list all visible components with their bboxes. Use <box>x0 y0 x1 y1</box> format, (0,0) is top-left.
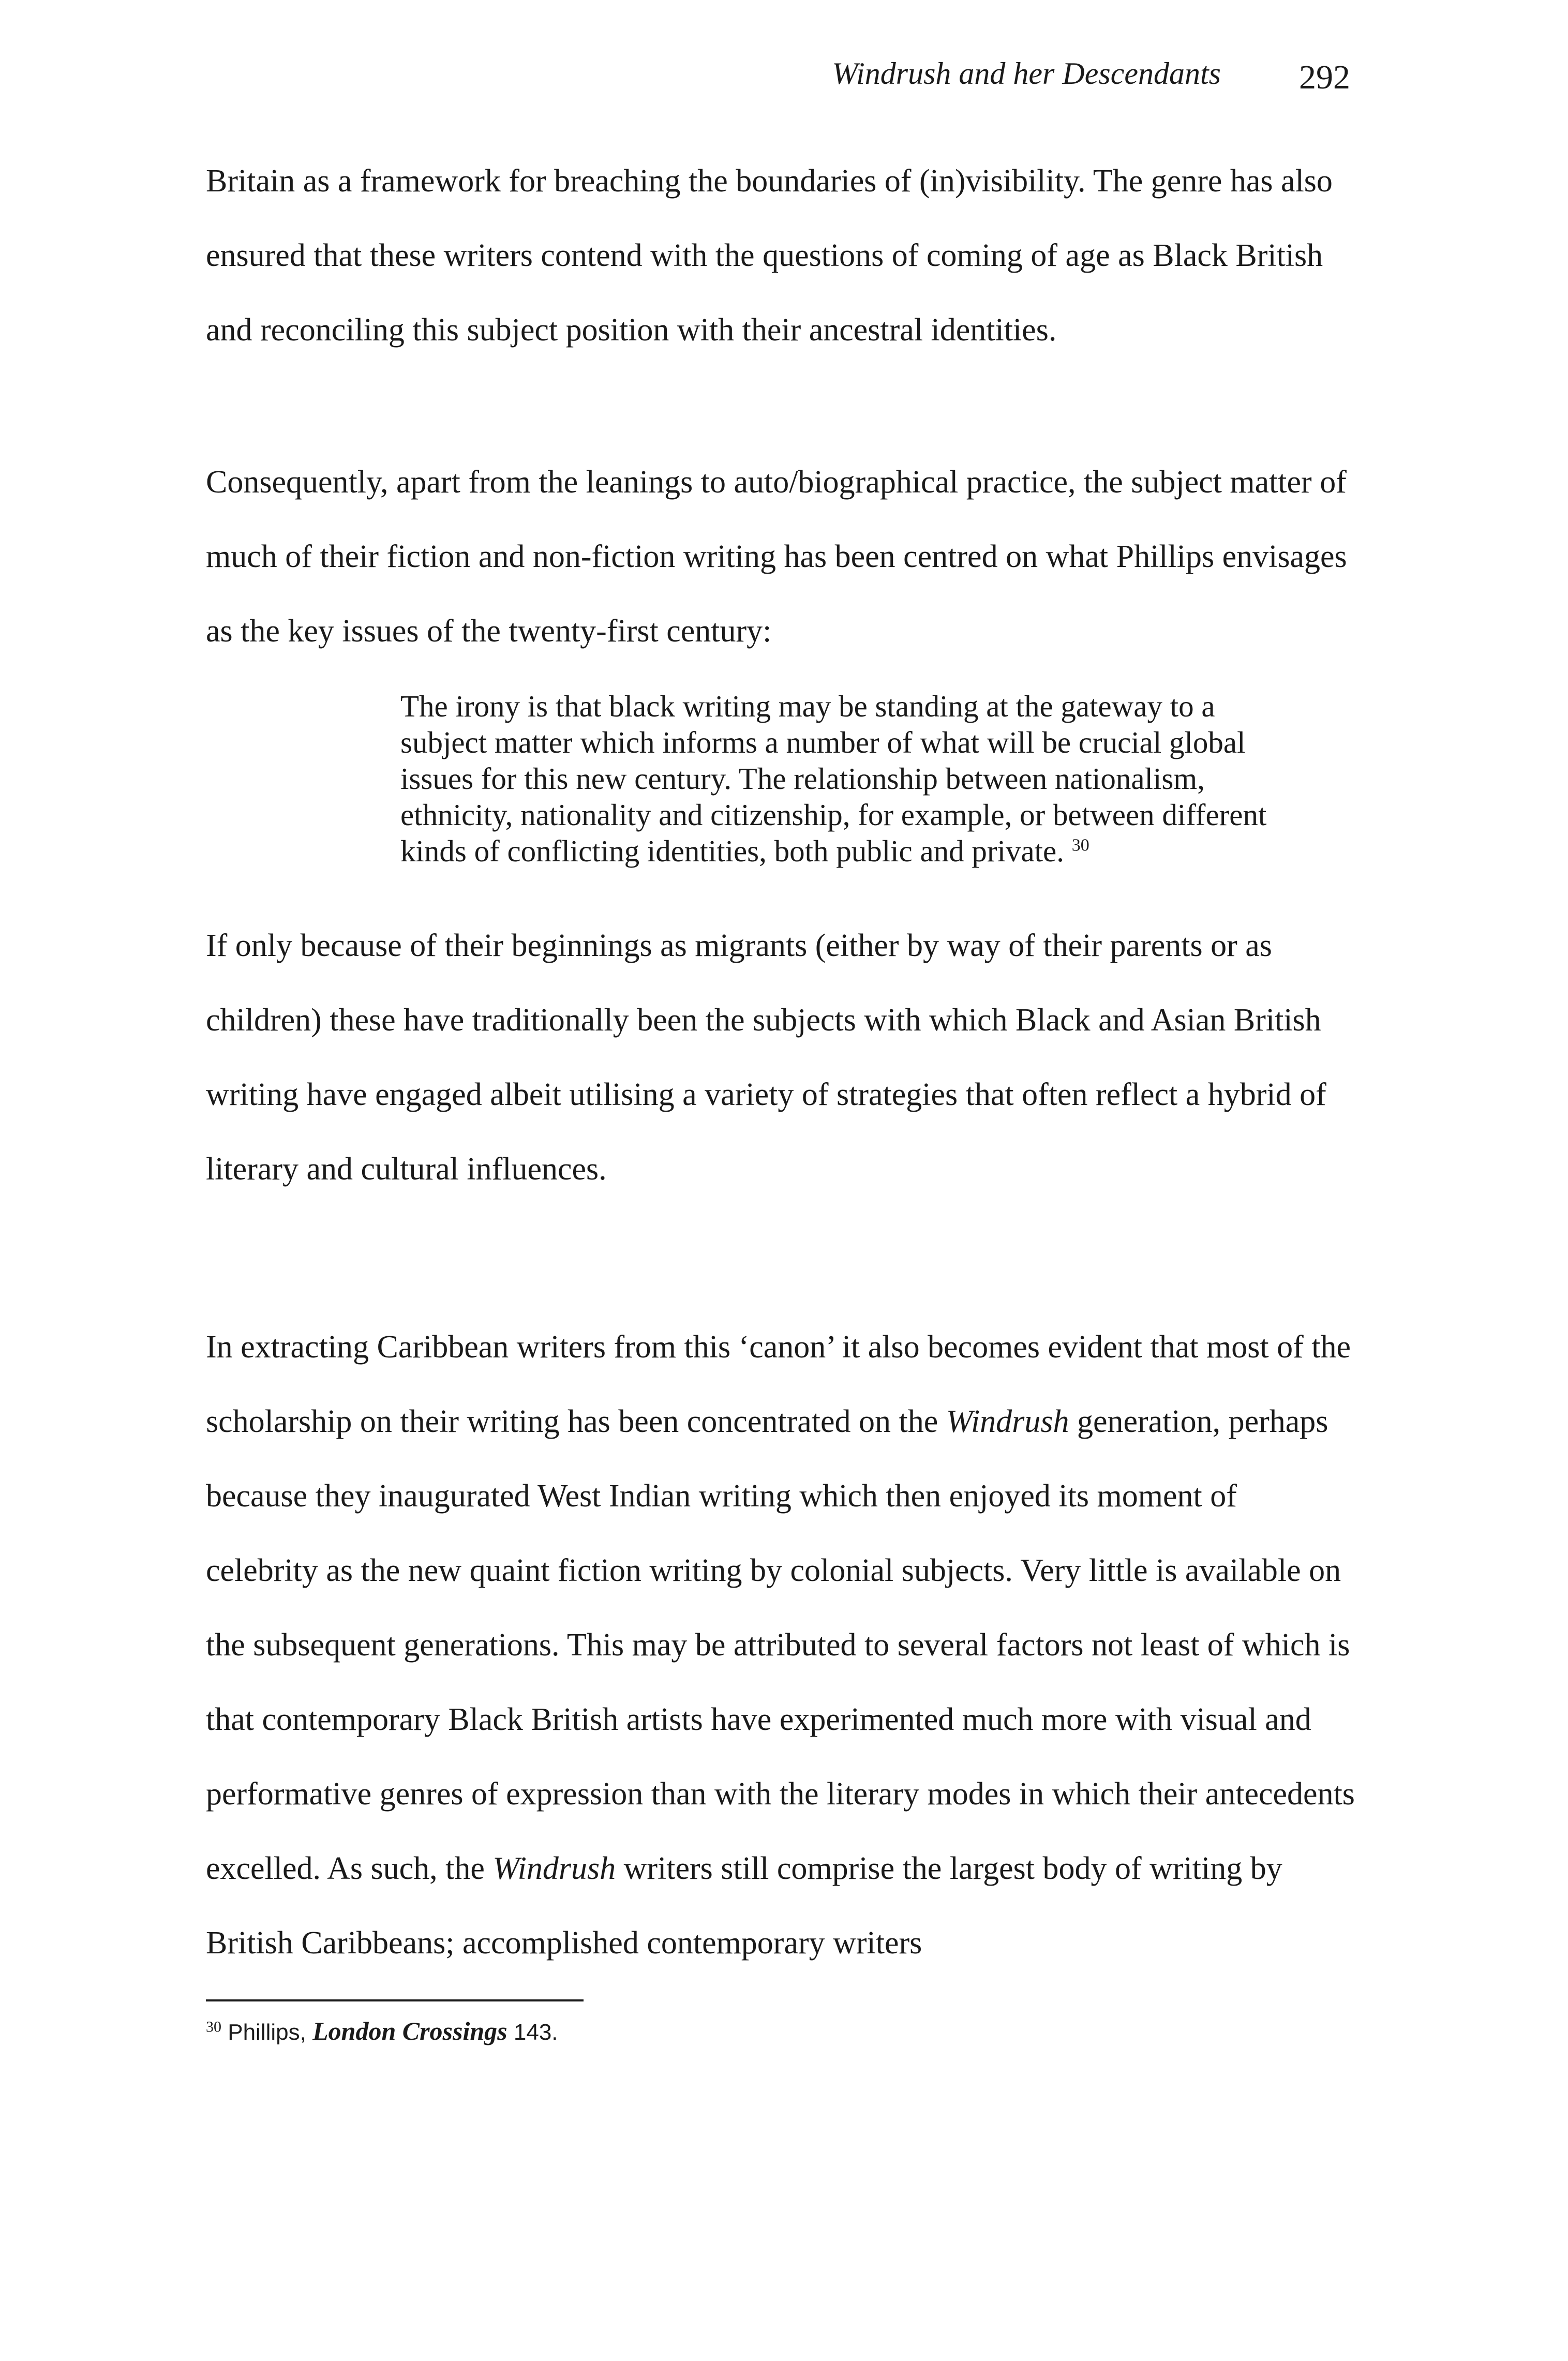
footnote-author: Phillips, <box>228 2020 306 2045</box>
italic-title-windrush-2: Windrush <box>492 1851 616 1886</box>
running-title: Windrush and her Descendants <box>832 56 1221 91</box>
footnote-reference: 30 <box>1071 835 1089 855</box>
paragraph-4-part-1: In extracting Caribbean writers from this ‘canon’ it also becomes evident that most of the scholarship on their writing has been concentrated on the <box>206 1329 1351 1439</box>
footnote-page: 143. <box>513 2020 558 2045</box>
paragraph-4-part-2: generation, perhaps because they inaugurated West Indian writing which then enjoyed its moment of celebrity as the new quaint fiction writing by colonial subjects. Very little is available on the subsequent generations. This may be attributed to several factors not least of which is that contemporary Black British artists have experimented much more with visual and performative genres of expression than with the literary modes in which their antecedents excelled. As such, the <box>206 1404 1355 1886</box>
paragraph-4-part-3: writers still comprise the largest body of writing by British Caribbeans; accomplished contemporary writers <box>206 1851 1282 1961</box>
footnote-title: London Crossings <box>312 2016 507 2045</box>
paragraph-2: Consequently, apart from the leanings to auto/biographical practice, the subject matter of much of their fiction and non-fiction writing has been centred on what Phillips envisages as the key issues of the twenty-first century: <box>206 465 1347 649</box>
footnote <box>206 2015 1137 2048</box>
body-text <box>206 144 1357 1980</box>
paragraph-3: If only because of their beginnings as migrants (either by way of their parents or as children) these have traditionally been the subjects with which Black and Asian British writing have engaged albeit utilising a variety of strategies that often reflect a hybrid of literary and cultural influences. <box>206 928 1326 1187</box>
footnote-number: 30 <box>206 2018 221 2036</box>
page-number: 292 <box>1299 58 1350 96</box>
italic-title-windrush: Windrush <box>946 1404 1069 1439</box>
running-header <box>724 50 1350 112</box>
block-quote <box>400 688 1295 869</box>
paragraph-4 <box>206 1310 1357 1980</box>
paragraph-1: Britain as a framework for breaching the boundaries of (in)visibility. The genre has also ensured that these writers contend with the questions of coming of age as Black British and reconciling this subject position with their ancestral identities. <box>206 163 1333 348</box>
footnote-divider <box>206 1999 584 2001</box>
block-quote-text: The irony is that black writing may be standing at the gateway to a subject matter which informs a number of what will be crucial global issues for this new century. The relationship between nationalism, ethnicity, nationality and citizenship, for example, or between different kinds of conflicting identities, both public and private. <box>400 689 1267 868</box>
